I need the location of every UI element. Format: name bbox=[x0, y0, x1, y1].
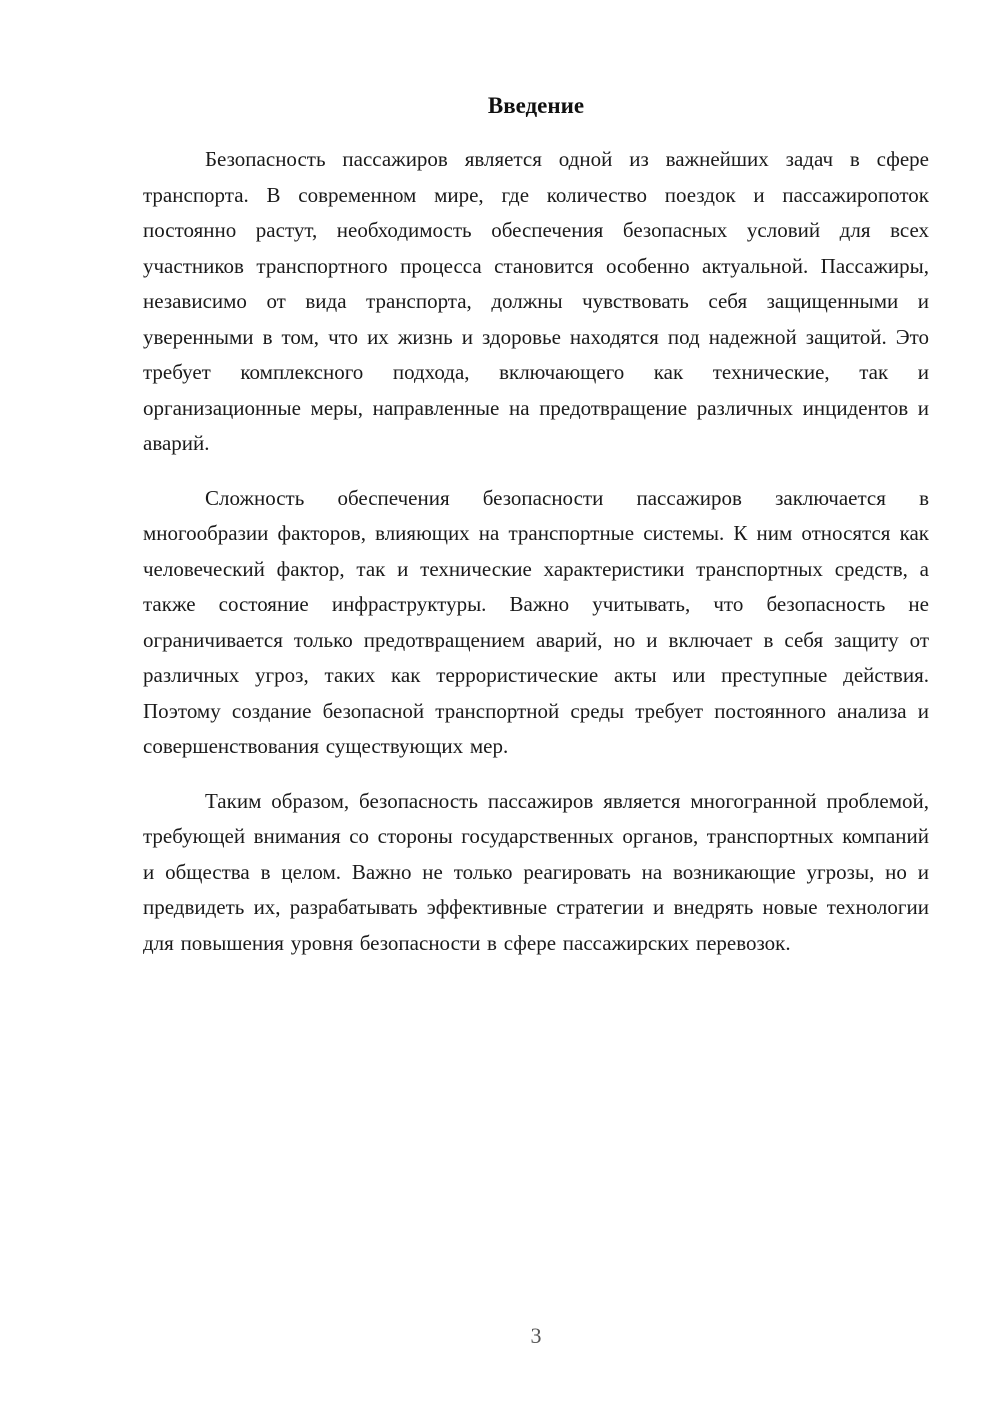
paragraph-2: Сложность обеспечения безопасности пассажиров заключается в многообразии факторов, влияющих на транспортные системы. К ним относятся как человеческий фактор, так и технические характеристики транспортных средств, а также состояние инфраструктуры. Важно учитывать, что безопасность не ограничивается только предотвращением аварий, но и включает в себя защиту от различных угроз, таких как террористические акты или преступные действия. Поэтому создание безопасной транспортной среды требует постоянного анализа и совершенствования существующих мер. bbox=[143, 485, 929, 758]
page-title: Введение bbox=[487, 93, 585, 118]
page-footer bbox=[143, 1322, 929, 1350]
paragraph-1: Безопасность пассажиров является одной из важнейших задач в сфере транспорта. В современном мире, где количество поездок и пассажиропоток постоянно растут, необходимость обеспечения безопасных условий для всех участников транспортного процесса становится особенно актуальной. Пассажиры, независимо от вида транспорта, должны чувствовать себя защищенными и уверенными в том, что их жизнь и здоровье находятся под надежной защитой. Это требует комплексного подхода, включающего как технические, так и организационные меры, направленные на предотвращение различных инцидентов и аварий. bbox=[143, 147, 929, 455]
text-block bbox=[143, 88, 929, 980]
paragraph-3: Таким образом, безопасность пассажиров является многогранной проблемой, требующей внимания со стороны государственных органов, транспортных компаний и общества в целом. Важно не только реагировать на возникающие угрозы, но и предвидеть их, разрабатывать эффективные стратегии и внедрять новые технологии для повышения уровня безопасности в сфере пассажирских перевозок. bbox=[143, 788, 929, 955]
page-number: 3 bbox=[530, 1323, 542, 1348]
